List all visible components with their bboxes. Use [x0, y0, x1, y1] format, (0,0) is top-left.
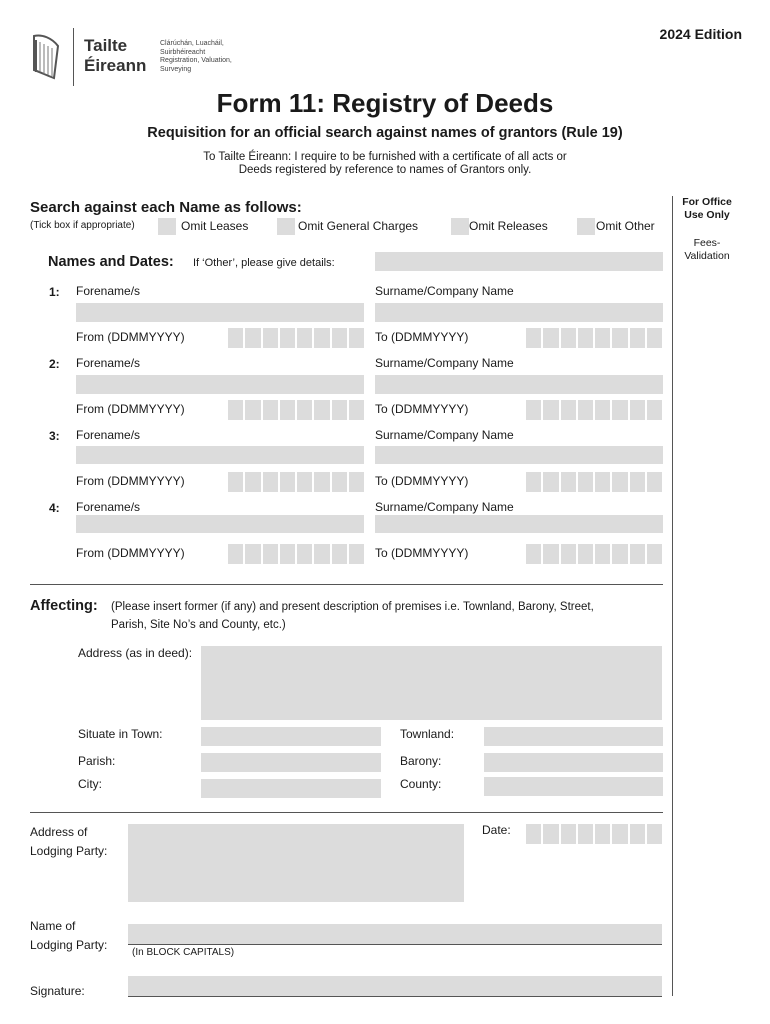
townland-input[interactable] [484, 727, 663, 746]
forename-label: Forename/s [76, 284, 141, 298]
names-heading: Names and Dates: [48, 254, 174, 270]
forename-label: Forename/s [76, 500, 141, 514]
omit-other-checkbox[interactable] [577, 218, 595, 235]
logo-wordmark [84, 36, 146, 76]
omit-leases-checkbox[interactable] [158, 218, 176, 235]
to-date-label: To (DDMMYYYY) [375, 402, 469, 416]
lodging-name-label [30, 917, 107, 955]
affecting-note-line: Parish, Site No’s and County, etc.) [111, 619, 286, 631]
forename-label: Forename/s [76, 356, 141, 370]
to-date-input-3[interactable] [526, 472, 662, 492]
omit-general-charges-label: Omit General Charges [298, 219, 419, 233]
townland-label: Townland: [400, 727, 455, 741]
from-date-input-4[interactable] [228, 544, 364, 564]
row-number: 1: [49, 285, 60, 299]
forename-input-4[interactable] [76, 515, 364, 533]
county-input[interactable] [484, 777, 663, 796]
office-title-line: Use Only [684, 209, 730, 221]
harp-logo-icon [28, 32, 62, 82]
omit-leases-label: Omit Leases [181, 219, 249, 233]
forename-label: Forename/s [76, 428, 141, 442]
surname-input-4[interactable] [375, 515, 663, 533]
lodging-name-label-line: Name of [30, 919, 76, 933]
logo-tag-line: Suirbhéireacht [160, 48, 206, 56]
office-title-line: For Office [682, 196, 732, 208]
signature-input[interactable] [128, 976, 662, 996]
address-label: Address (as in deed): [78, 646, 193, 660]
city-input[interactable] [201, 779, 381, 798]
affecting-note-line: (Please insert former (if any) and present description of premises i.e. Townland, Barony, Street, [111, 601, 594, 613]
forename-input-3[interactable] [76, 446, 364, 464]
page-title: Form 11: Registry of Deeds [216, 88, 554, 118]
date-label: Date: [482, 823, 511, 837]
surname-label: Surname/Company Name [375, 428, 514, 442]
logo-divider [73, 28, 74, 86]
from-date-input-2[interactable] [228, 400, 364, 420]
lodging-address-label-line: Lodging Party: [30, 844, 108, 858]
logo-tag-line: Registration, Valuation, [160, 57, 232, 64]
lodging-address-label-line: Address of [30, 825, 88, 839]
intro-line: Deeds registered by reference to names of Grantors only. [238, 164, 532, 176]
to-date-input-2[interactable] [526, 400, 662, 420]
surname-input-2[interactable] [375, 375, 663, 394]
signature-label: Signature: [30, 984, 85, 998]
surname-input-1[interactable] [375, 303, 663, 322]
row-number: 3: [49, 429, 60, 443]
logo-line2: Éireann [84, 56, 147, 75]
logo-tagline [160, 40, 232, 74]
row-number: 4: [49, 501, 60, 515]
office-divider [672, 196, 673, 996]
surname-label: Surname/Company Name [375, 500, 514, 514]
edition-label: 2024 Edition [659, 26, 742, 42]
surname-label: Surname/Company Name [375, 356, 514, 370]
parish-input[interactable] [201, 753, 381, 772]
from-date-label: From (DDMMYYYY) [76, 330, 185, 344]
town-input[interactable] [201, 727, 381, 746]
barony-label: Barony: [400, 754, 442, 768]
fees-validation-label [676, 237, 738, 263]
intro-line: To Tailte Éireann: I require to be furnished with a certificate of all acts or [203, 151, 567, 163]
search-heading: Search against each Name as follows: [30, 199, 302, 216]
county-label: County: [400, 777, 442, 791]
from-date-input-1[interactable] [228, 328, 364, 348]
other-details-input[interactable] [375, 252, 663, 271]
from-date-input-3[interactable] [228, 472, 364, 492]
row-number: 2: [49, 357, 60, 371]
name-underline [128, 944, 662, 945]
page-subtitle: Requisition for an official search against names of grantors (Rule 19) [147, 125, 623, 141]
to-date-label: To (DDMMYYYY) [375, 474, 469, 488]
other-details-label: If ‘Other’, please give details: [193, 257, 335, 269]
logo-tag-line: Surveying [160, 65, 192, 73]
barony-input[interactable] [484, 753, 663, 772]
forename-input-1[interactable] [76, 303, 364, 322]
town-label: Situate in Town: [78, 727, 163, 741]
block-capitals-note: (In BLOCK CAPITALS) [132, 947, 235, 958]
to-date-input-4[interactable] [526, 544, 662, 564]
section-divider [30, 812, 663, 813]
to-date-label: To (DDMMYYYY) [375, 330, 469, 344]
section-divider [30, 584, 663, 585]
date-input[interactable] [526, 824, 662, 844]
lodging-name-label-line: Lodging Party: [30, 938, 108, 952]
intro-text [0, 151, 770, 177]
address-input[interactable] [201, 646, 662, 720]
omit-releases-checkbox[interactable] [451, 218, 469, 235]
from-date-label: From (DDMMYYYY) [76, 546, 185, 560]
affecting-heading: Affecting: [30, 598, 98, 614]
lodging-name-input[interactable] [128, 924, 662, 944]
to-date-input-1[interactable] [526, 328, 662, 348]
omit-other-label: Omit Other [596, 219, 655, 233]
surname-input-3[interactable] [375, 446, 663, 464]
lodging-address-label [30, 823, 107, 861]
signature-underline [128, 996, 662, 997]
from-date-label: From (DDMMYYYY) [76, 402, 185, 416]
to-date-label: To (DDMMYYYY) [375, 546, 469, 560]
affecting-note [111, 598, 594, 634]
lodging-address-input[interactable] [128, 824, 464, 902]
from-date-label: From (DDMMYYYY) [76, 474, 185, 488]
logo-line1: Tailte [84, 36, 128, 55]
surname-label: Surname/Company Name [375, 284, 514, 298]
logo-tag-line: Clárúchán, Luacháil, [160, 40, 224, 47]
omit-releases-label: Omit Releases [469, 219, 548, 233]
omit-general-charges-checkbox[interactable] [277, 218, 295, 235]
parish-label: Parish: [78, 754, 116, 768]
forename-input-2[interactable] [76, 375, 364, 394]
validation-line: Validation [684, 250, 730, 262]
fees-line: Fees- [693, 237, 721, 249]
city-label: City: [78, 777, 102, 791]
office-use-title [676, 196, 738, 222]
tick-note: (Tick box if appropriate) [30, 220, 135, 231]
